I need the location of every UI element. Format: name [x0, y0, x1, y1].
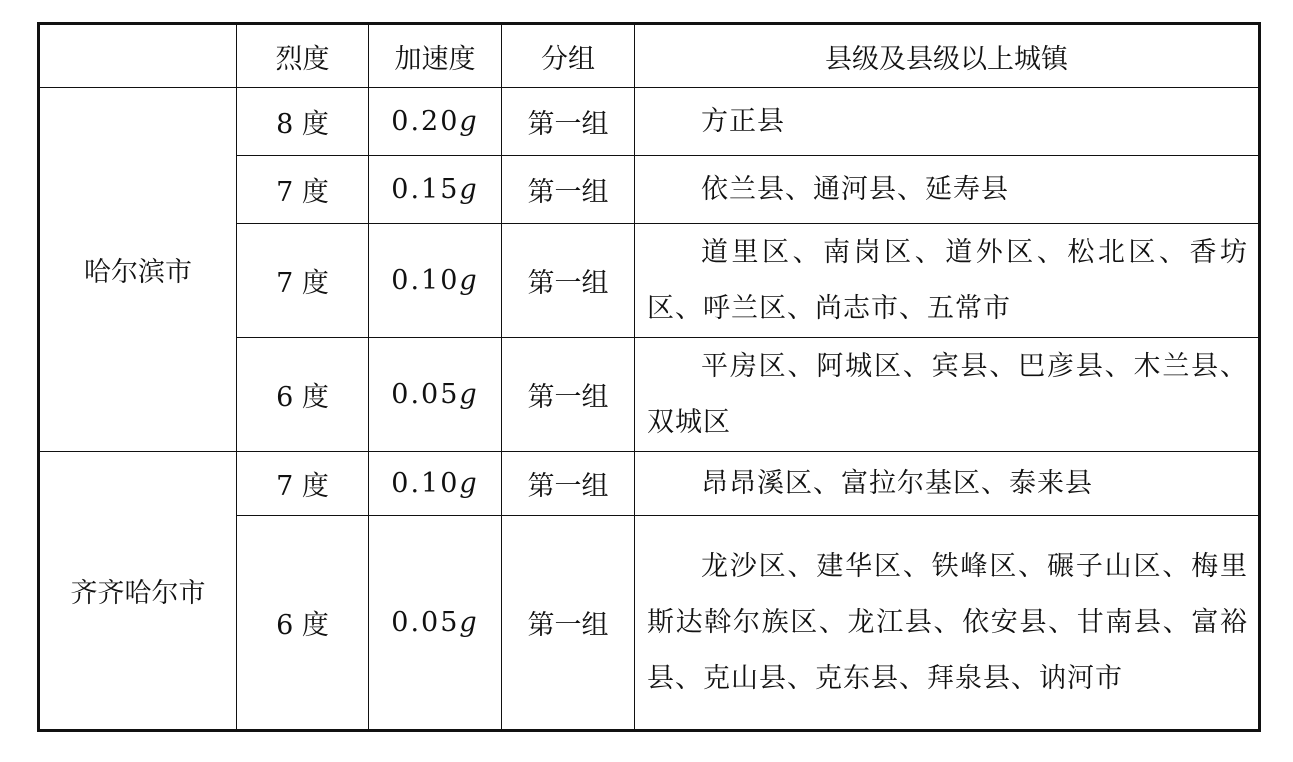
acceleration-value: 0.05 [391, 379, 460, 410]
acceleration-value: 0.20 [391, 106, 460, 137]
group-cell: 第一组 [502, 452, 635, 516]
intensity-cell: 7 度 [237, 156, 369, 224]
intensity-cell: 6 度 [237, 338, 369, 452]
city-cell: 齐齐哈尔市 [39, 452, 237, 731]
acceleration-unit: g [459, 106, 479, 137]
towns-cell: 龙沙区、建华区、铁峰区、碾子山区、梅里斯达斡尔族区、龙江县、依安县、甘南县、富裕县、克山县、克东县、拜泉县、讷河市 [635, 516, 1260, 731]
seismic-intensity-table [37, 22, 1261, 732]
acceleration-cell [369, 156, 502, 224]
acceleration-unit: g [459, 265, 479, 296]
acceleration-cell [369, 88, 502, 156]
header-cell-intensity: 烈度 [237, 24, 369, 88]
table-row [39, 88, 1260, 156]
acceleration-unit: g [459, 379, 479, 410]
towns-cell: 平房区、阿城区、宾县、巴彦县、木兰县、双城区 [635, 338, 1260, 452]
intensity-cell: 8 度 [237, 88, 369, 156]
intensity-cell: 7 度 [237, 224, 369, 338]
acceleration-value: 0.15 [391, 174, 460, 205]
header-cell-acceleration: 加速度 [369, 24, 502, 88]
acceleration-value: 0.05 [391, 607, 460, 638]
header-cell-towns: 县级及县级以上城镇 [635, 24, 1260, 88]
acceleration-cell [369, 224, 502, 338]
table-row [39, 452, 1260, 516]
header-cell-city [39, 24, 237, 88]
towns-cell: 昂昂溪区、富拉尔基区、泰来县 [635, 452, 1260, 516]
group-cell: 第一组 [502, 156, 635, 224]
header-cell-group: 分组 [502, 24, 635, 88]
acceleration-unit: g [459, 607, 479, 638]
acceleration-unit: g [459, 468, 479, 499]
acceleration-cell [369, 338, 502, 452]
group-cell: 第一组 [502, 88, 635, 156]
city-cell: 哈尔滨市 [39, 88, 237, 452]
intensity-cell: 7 度 [237, 452, 369, 516]
acceleration-cell [369, 452, 502, 516]
acceleration-value: 0.10 [391, 265, 460, 296]
towns-cell: 道里区、南岗区、道外区、松北区、香坊区、呼兰区、尚志市、五常市 [635, 224, 1260, 338]
acceleration-value: 0.10 [391, 468, 460, 499]
acceleration-cell [369, 516, 502, 731]
group-cell: 第一组 [502, 516, 635, 731]
intensity-cell: 6 度 [237, 516, 369, 731]
acceleration-unit: g [459, 174, 479, 205]
header-row [39, 24, 1260, 88]
towns-cell: 方正县 [635, 88, 1260, 156]
towns-cell: 依兰县、通河县、延寿县 [635, 156, 1260, 224]
group-cell: 第一组 [502, 224, 635, 338]
group-cell: 第一组 [502, 338, 635, 452]
